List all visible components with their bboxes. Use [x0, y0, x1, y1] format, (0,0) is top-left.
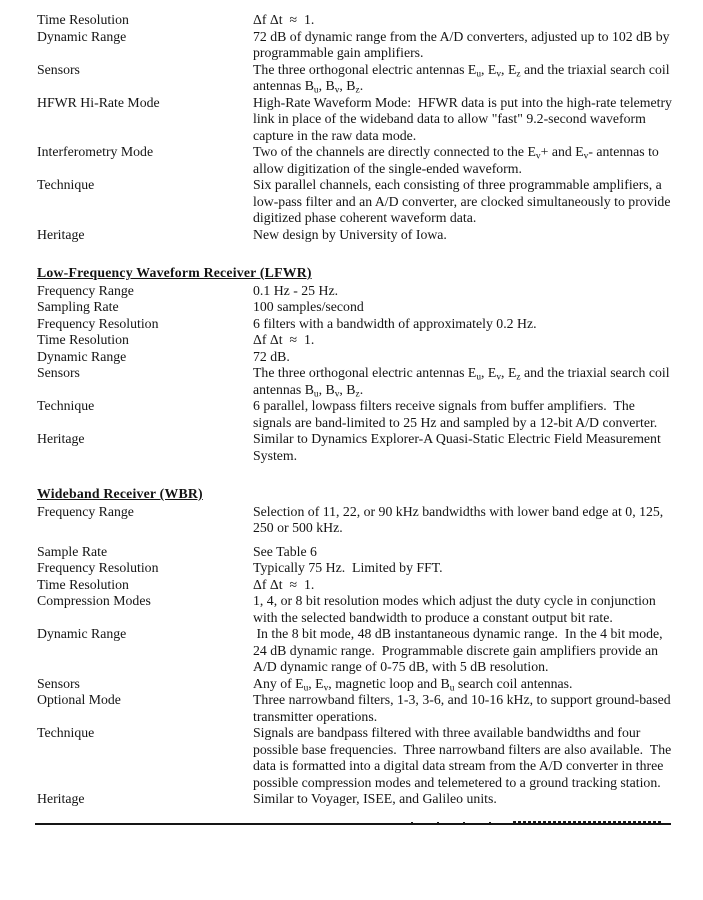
spec-table-hfwr — [37, 12, 676, 243]
spec-value: Signals are bandpass filtered with three available bandwidths and four possible base frequencies. Three narrowband filters are also available. The data is formatted into a digital data stream from the A/D converter in three possible compression modes and telemetered to a ground tracking station. — [253, 725, 675, 790]
spec-value: 1, 4, or 8 bit resolution modes which adjust the duty cycle in conjunction with the selected bandwidth to produce a constant output bit rate. — [253, 593, 660, 625]
spec-row — [37, 12, 673, 29]
spec-row — [37, 177, 673, 227]
scan-noise-artifact — [513, 821, 663, 824]
spec-label: Sensors — [37, 365, 80, 380]
spec-label: Frequency Range — [37, 503, 134, 519]
spec-value: Δf Δt ≈ 1. — [253, 332, 315, 347]
spec-value: Three narrowband filters, 1-3, 3-6, and 10-16 kHz, to support ground-based transmitter operations. — [253, 692, 675, 724]
spec-value: 0.1 Hz - 25 Hz. — [253, 282, 339, 298]
spec-value: 100 samples/second — [253, 299, 364, 314]
spec-row — [37, 299, 673, 316]
spec-row — [37, 332, 673, 349]
spec-label: Time Resolution — [37, 12, 129, 27]
spec-row — [37, 227, 673, 244]
spec-label: Dynamic Range — [37, 348, 127, 364]
spec-row — [37, 791, 673, 808]
spec-value: 72 dB. — [253, 348, 290, 364]
spec-row — [37, 94, 676, 145]
spec-label: Interferometry Mode — [37, 144, 154, 159]
spec-value: 72 dB of dynamic range from the A/D converters, adjusted up to 102 dB by programmable gain amplifiers. — [253, 28, 673, 60]
spec-label: Frequency Resolution — [37, 560, 159, 575]
spec-label: Heritage — [37, 226, 85, 242]
spec-row — [37, 283, 673, 300]
spec-row — [37, 692, 673, 725]
spec-value: Similar to Dynamics Explorer-A Quasi-Static Electric Field Measurement System. — [253, 431, 665, 463]
spec-label: Dynamic Range — [37, 626, 127, 641]
spec-label: Sampling Rate — [37, 299, 119, 314]
spec-value: Selection of 11, 22, or 90 kHz bandwidths with lower band edge at 0, 125, 250 or 500 kHz. — [253, 503, 667, 535]
spec-value: Typically 75 Hz. Limited by FFT. — [253, 560, 443, 575]
spec-value: 6 filters with a bandwidth of approximately 0.2 Hz. — [253, 315, 537, 331]
spec-value: The three orthogonal electric antennas $E_u$, $E_v$, $E_z$ and the triaxial search coil antennas $B_u$, $B_v$, $B_z$. — [253, 61, 674, 96]
spec-label: Dynamic Range — [37, 28, 127, 44]
spec-label: Sample Rate — [37, 543, 108, 559]
footer-rule — [35, 823, 671, 825]
spec-table-lfwr — [37, 283, 673, 465]
spec-value: Δf Δt ≈ 1. — [253, 12, 315, 27]
spec-value: New design by University of Iowa. — [253, 226, 447, 242]
spec-row — [37, 593, 673, 626]
spec-label: Time Resolution — [37, 332, 129, 347]
spec-row — [37, 626, 673, 676]
spec-label: Optional Mode — [37, 692, 121, 707]
spec-label: Sensors — [37, 675, 80, 691]
spec-value: High-Rate Waveform Mode: HFWR data is put into the high-rate telemetry link in place of the wideband data to allow "fast" 9.2-second waveform capture in the raw data mode. — [253, 94, 676, 143]
spec-row — [37, 349, 673, 366]
spec-value: Similar to Voyager, ISEE, and Galileo units. — [253, 791, 497, 806]
spec-row — [37, 365, 673, 398]
spec-row — [37, 577, 673, 594]
spec-value: In the 8 bit mode, 48 dB instantaneous dynamic range. In the 4 bit mode, 24 dB dynamic range. Programmable discrete gain amplifiers provide an A/D dynamic range of 0-75 dB, with 5 dB resolution. — [253, 626, 667, 674]
spec-label: Heritage — [37, 431, 85, 446]
spec-row — [37, 62, 673, 95]
spec-label: Technique — [37, 398, 95, 413]
spec-row — [37, 431, 673, 464]
spec-row — [37, 316, 673, 333]
scan-noise-artifact — [411, 822, 501, 824]
spec-row — [37, 504, 673, 537]
spec-label: Compression Modes — [37, 593, 151, 608]
spec-row — [37, 725, 673, 791]
spec-row — [37, 398, 673, 431]
spec-value: See Table 6 — [253, 543, 317, 559]
spec-label: Time Resolution — [37, 576, 129, 592]
spec-label: Frequency Resolution — [37, 315, 159, 331]
spec-value: Any of $E_u$, $E_v$, magnetic loop and $B_u$ search coil antennas. — [253, 675, 573, 693]
spec-value: Δf Δt ≈ 1. — [253, 576, 315, 592]
spec-row — [37, 560, 673, 577]
spec-label: HFWR Hi-Rate Mode — [37, 94, 160, 110]
section-heading-lfwr: Low-Frequency Waveform Receiver (LFWR) — [37, 265, 312, 280]
spec-row — [37, 144, 673, 177]
spec-label: Heritage — [37, 791, 85, 806]
spec-value: 6 parallel, lowpass filters receive signals from buffer amplifiers. The signals are band-limited to 25 Hz and sampled by a 12-bit A/D converter. — [253, 398, 658, 430]
spec-value: Two of the channels are directly connected to the $E_v+$ and $E_v-$ antennas to allow digitization of the single-ended waveform. — [253, 144, 663, 176]
spec-table-wbr — [37, 504, 673, 808]
spec-label: Frequency Range — [37, 282, 134, 298]
spec-row — [37, 544, 673, 561]
spec-row — [37, 676, 673, 693]
spec-value: Six parallel channels, each consisting of three programmable amplifiers, a low-pass filter and an A/D converter, are clocked simultaneously to provide digitized phase coherent waveform data. — [253, 177, 674, 225]
spec-label: Technique — [37, 177, 95, 192]
section-heading-wbr: Wideband Receiver (WBR) — [37, 486, 203, 501]
spec-value: The three orthogonal electric antennas $E_u$, $E_v$, $E_z$ and the triaxial search coil antennas $B_u$, $B_v$, $B_z$. — [253, 365, 674, 399]
spec-label: Sensors — [37, 61, 80, 77]
spec-label: Technique — [37, 725, 95, 740]
spec-row — [37, 29, 673, 62]
